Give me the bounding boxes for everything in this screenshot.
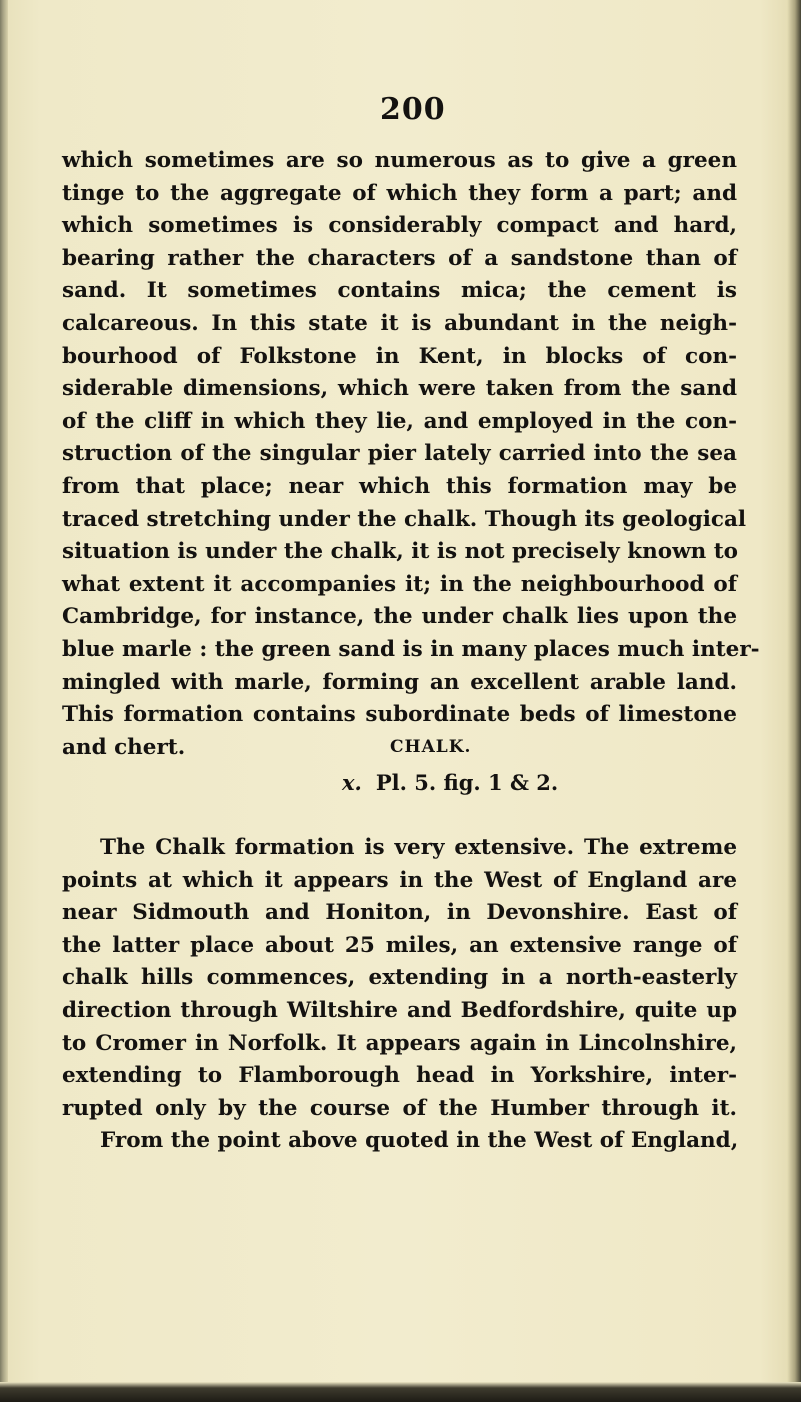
page-gutter-shadow (0, 0, 8, 1402)
plate-reference (342, 770, 558, 795)
text-line: bearing rather the characters of a sandstone than of (62, 245, 737, 271)
paragraph-green-sand (62, 145, 760, 764)
text-line: rupted only by the course of the Humber through it. (62, 1095, 737, 1121)
text-line: what extent it accompanies it; in the neighbourhood of (62, 571, 737, 597)
page-number: 200 (380, 92, 446, 127)
text-line: the latter place about 25 miles, an extensive range of (62, 932, 737, 958)
text-line: of the cliff in which they lie, and employed in the con- (62, 408, 737, 434)
text-line: points at which it appears in the West of England are (62, 867, 737, 893)
text-line: siderable dimensions, which were taken from the sand (62, 376, 737, 402)
text-line: Cambridge, for instance, the under chalk lies upon the (62, 604, 737, 630)
page-bottom-edge (0, 1382, 801, 1402)
section-heading: CHALK. (390, 737, 472, 757)
text-line: The Chalk formation is very extensive. The extreme (100, 835, 737, 860)
text-line: mingled with marle, forming an excellent arable land. (62, 669, 737, 695)
text-line: calcareous. In this state it is abundant in the neigh- (62, 310, 737, 336)
text-line: tinge to the aggregate of which they form a part; and (62, 180, 737, 206)
text-line: direction through Wiltshire and Bedfordshire, quite up (62, 997, 737, 1023)
text-line: near Sidmouth and Honiton, in Devonshire. East of (62, 900, 737, 926)
page-edge-shadow (787, 0, 801, 1402)
text-line: From the point above quoted in the West of England, (100, 1128, 739, 1154)
text-line: traced stretching under the chalk. Though its geological (62, 506, 747, 532)
text-line: from that place; near which this formation may be (62, 473, 737, 499)
text-line: extending to Flamborough head in Yorkshire, inter- (62, 1063, 737, 1089)
text-line: This formation contains subordinate beds of limestone (62, 702, 737, 728)
text-line: which sometimes is considerably compact and hard, (62, 213, 737, 239)
text-line: struction of the singular pier lately carried into the sea (62, 441, 737, 467)
text-line: to Cromer in Norfolk. It appears again in Lincolnshire, (62, 1030, 737, 1056)
text-line: sand. It sometimes contains mica; the cement is (62, 278, 737, 304)
text-line: chalk hills commences, extending in a north-easterly (62, 965, 737, 991)
plate-figure-ref: Pl. 5. fig. 1 & 2. (375, 770, 559, 795)
text-line: bourhood of Folkstone in Kent, in blocks of con- (62, 343, 737, 369)
paragraph-chalk (62, 832, 737, 1158)
text-line: which sometimes are so numerous as to give a green (62, 148, 737, 173)
text-line: blue marle : the green sand is in many places much inter- (62, 636, 760, 662)
text-line: and chert. (62, 734, 186, 760)
section-symbol: x. (342, 770, 362, 795)
text-line: situation is under the chalk, it is not precisely known to (62, 539, 739, 565)
